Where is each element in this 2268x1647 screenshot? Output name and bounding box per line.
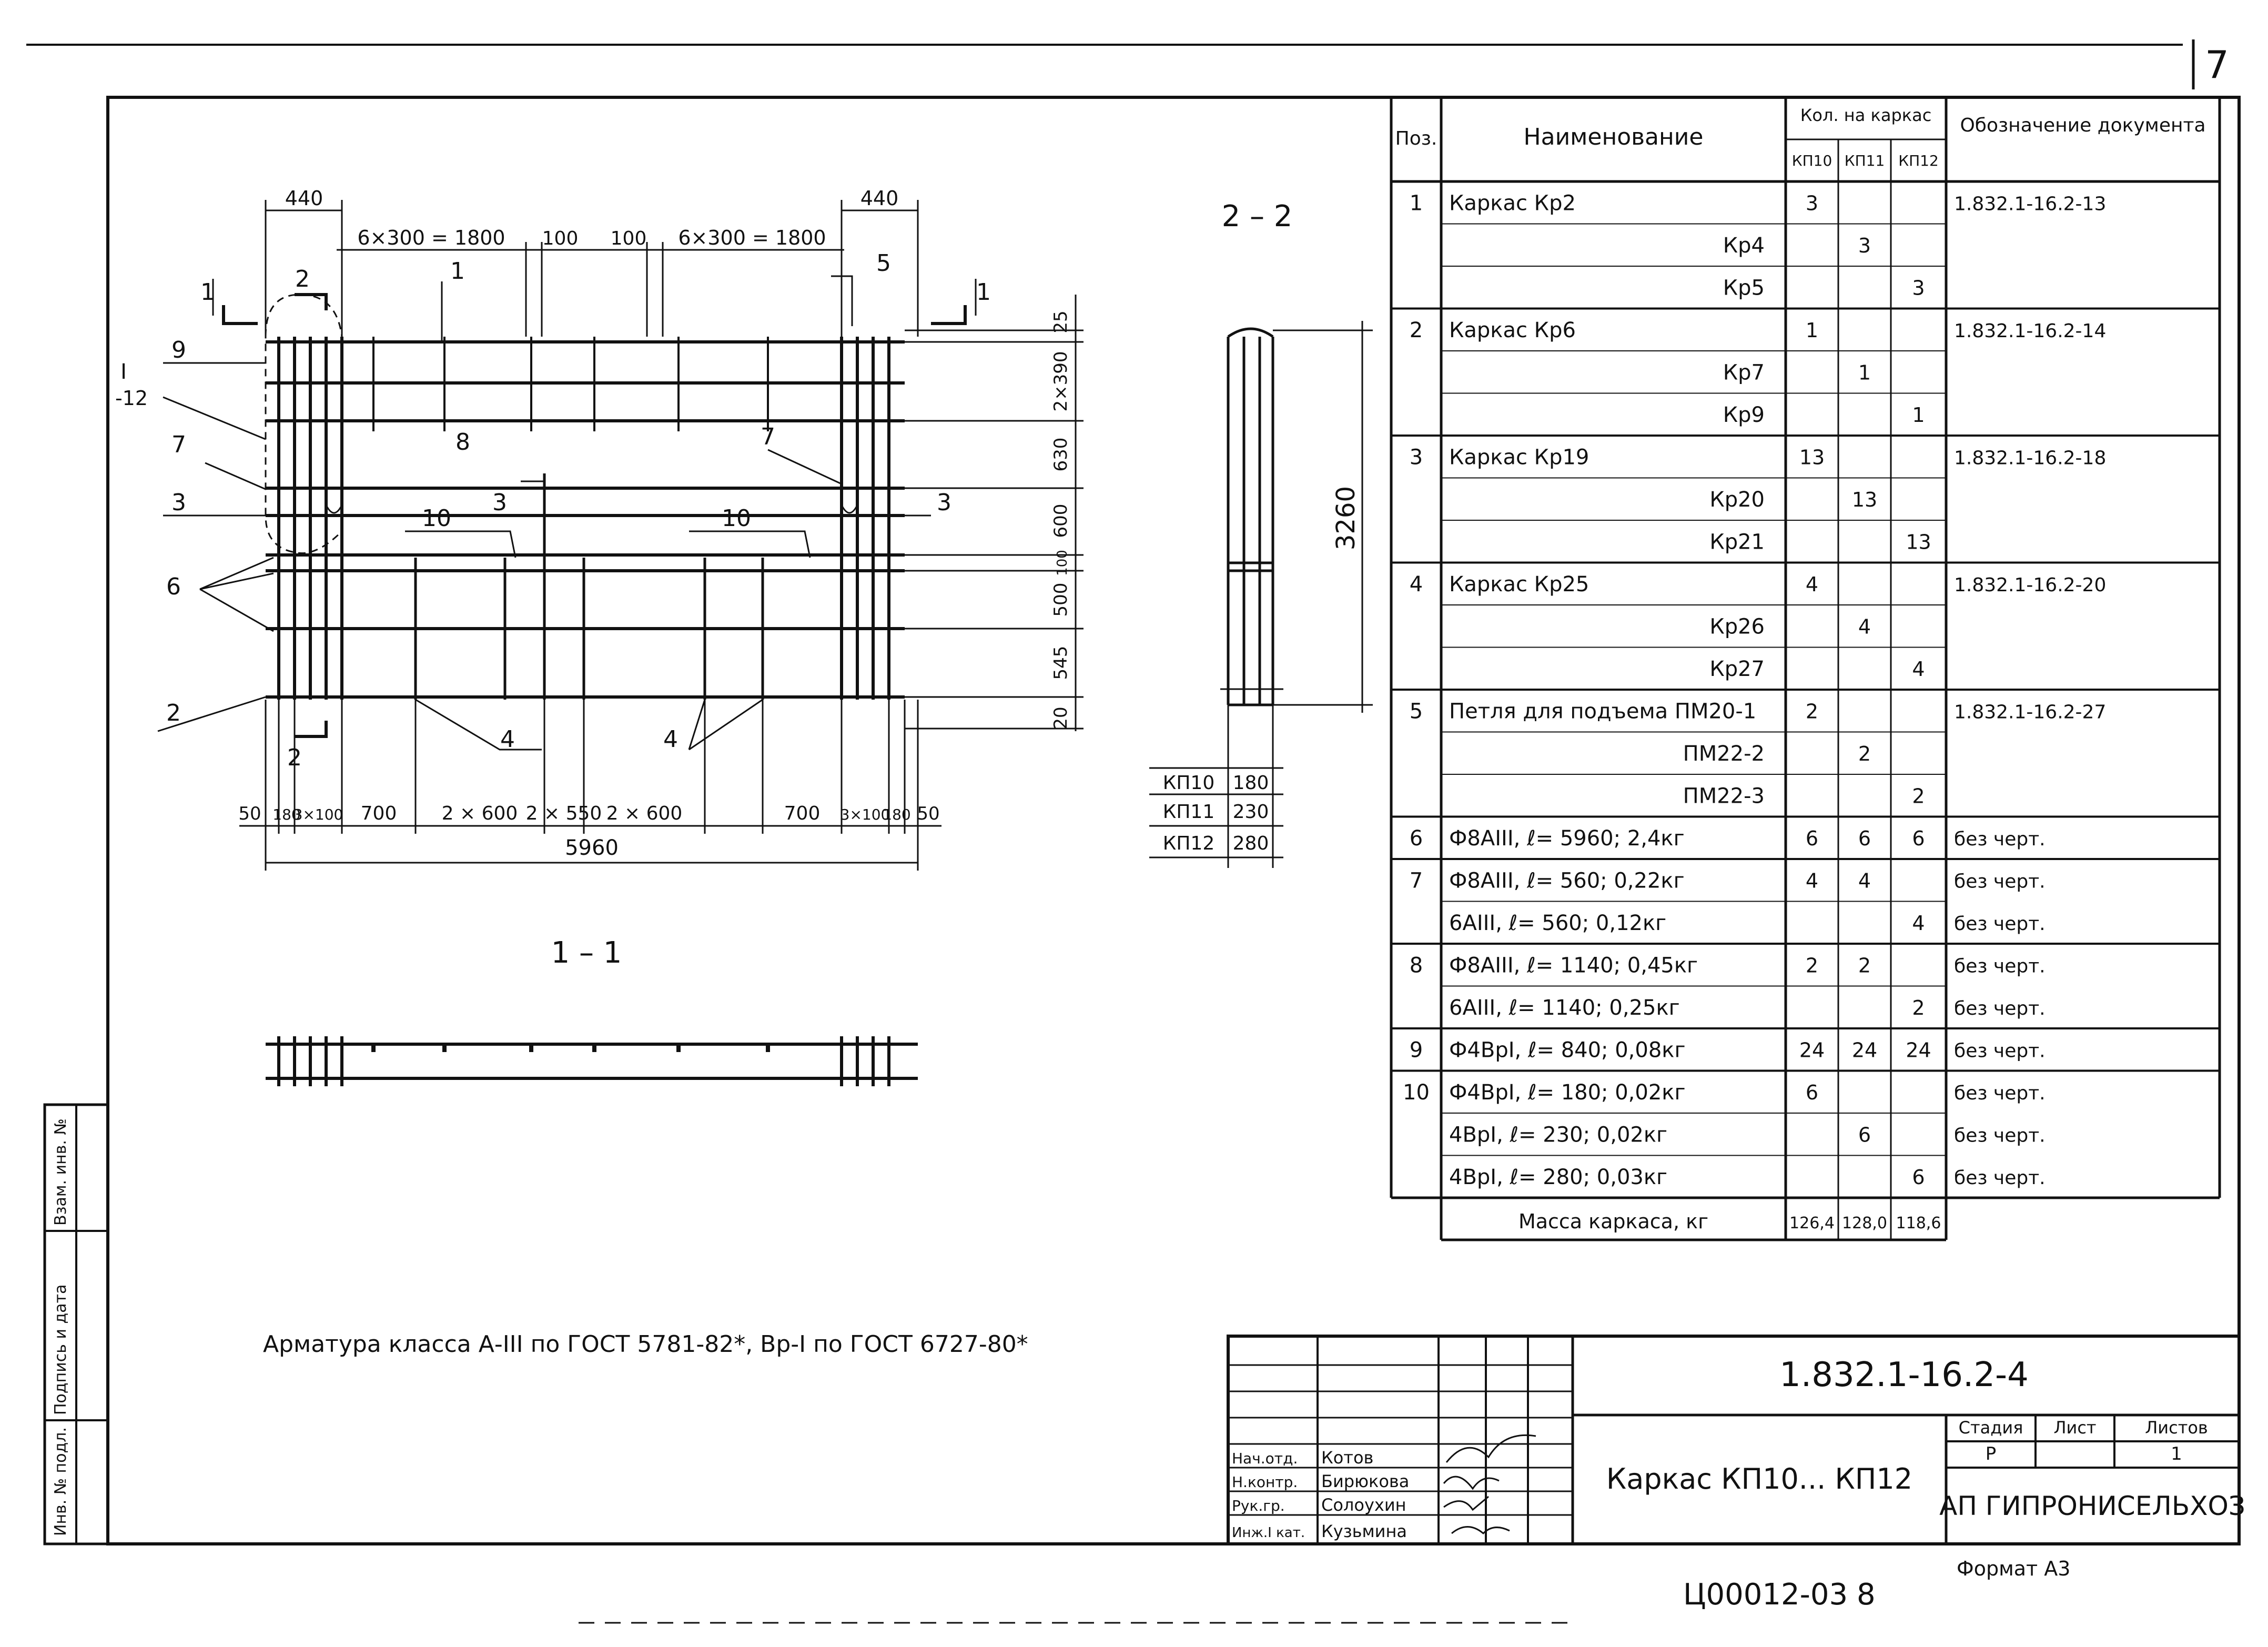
spec-head-qty-col: КП12 (1898, 152, 1939, 169)
dim-r-500: 500 (1050, 582, 1071, 617)
staff-name-3: Солоухин (1321, 1495, 1406, 1515)
spec-row-qty: 6 (1858, 827, 1871, 851)
spec-row-qty: 4 (1805, 869, 1819, 893)
spec-row-qty: 4 (1858, 869, 1871, 893)
spec-row-qty: 24 (1906, 1038, 1931, 1062)
mid-frames (416, 473, 763, 700)
callout-10-right: 10 (722, 505, 751, 532)
spec-row-name: Ф4ВрI, ℓ= 180; 0,02кг (1449, 1080, 1686, 1105)
callout-6: 6 (166, 573, 181, 600)
spec-row-qty: 1 (1858, 361, 1871, 385)
spec-row-name: Кр20 (1709, 488, 1765, 512)
spec-row-qty: 13 (1799, 446, 1825, 469)
spec-row-qty: 6 (1912, 827, 1925, 851)
spec-row-name: 6АIII, ℓ= 560; 0,12кг (1449, 911, 1667, 936)
cut-2-top-label: 2 (295, 266, 310, 292)
dim-b-180-left: 180 (272, 806, 301, 823)
staff-name-1: Котов (1321, 1448, 1374, 1468)
spec-row-doc: 1.832.1-16.2-13 (1954, 193, 2107, 215)
spec-row-pos: 10 (1403, 1080, 1430, 1105)
spec-row-pos: 1 (1409, 191, 1423, 216)
thickness-mark-kp12: КП12 (1162, 833, 1215, 854)
spec-row-name: Каркас Кр19 (1449, 445, 1589, 470)
spec-row-name: Кр21 (1709, 530, 1765, 554)
spec-row-name: 4ВрI, ℓ= 280; 0,03кг (1449, 1165, 1668, 1190)
spec-row-name: ПМ22-2 (1683, 742, 1765, 766)
spec-row-doc: 1.832.1-16.2-14 (1954, 320, 2107, 342)
spec-row-doc: без черт. (1954, 1125, 2046, 1147)
spec-row-name: Кр7 (1723, 360, 1765, 385)
thickness-val-kp10: 180 (1232, 772, 1269, 794)
spec-row-name: Кр26 (1709, 614, 1765, 639)
reinforcement-note: Арматура класса А-III по ГОСТ 5781-82*, Вр-I по ГОСТ 6727-80* (263, 1331, 1028, 1358)
right-end-verticals (842, 337, 889, 700)
spec-row-doc: 1.832.1-16.2-18 (1954, 447, 2107, 469)
dim-r-545: 545 (1050, 645, 1071, 680)
spec-row-doc: без черт. (1954, 871, 2046, 893)
dim-440-left: 440 (285, 187, 323, 210)
spec-row-name: ПМ22-3 (1683, 784, 1765, 809)
spec-row-pos: 3 (1409, 445, 1423, 470)
spec-row-name: Ф4ВрI, ℓ= 840; 0,08кг (1449, 1038, 1686, 1063)
spec-row-doc: 1.832.1-16.2-20 (1954, 574, 2107, 597)
spec-head-qty-col: КП10 (1791, 152, 1832, 169)
spec-row-qty: 1 (1805, 319, 1819, 342)
spec-row-qty: 24 (1851, 1038, 1878, 1062)
spec-row-name: 4ВрI, ℓ= 230; 0,02кг (1449, 1123, 1668, 1147)
stamp-sign-date: Подпись и дата (52, 1284, 70, 1415)
dim-b-50-left: 50 (238, 803, 261, 824)
spec-row-qty: 24 (1799, 1038, 1825, 1062)
spec-row-name: Петля для подъема ПМ20-1 (1449, 699, 1757, 724)
thickness-mark-kp10: КП10 (1162, 772, 1215, 794)
page-number: 7 (2205, 43, 2229, 87)
archive-code: Ц00012-03 (1683, 1578, 1848, 1612)
archive-page: 8 (1857, 1578, 1876, 1612)
spec-row-qty: 3 (1858, 234, 1871, 258)
spec-row-qty: 13 (1851, 488, 1878, 512)
spec-head-doc: Обозначение документа (1960, 115, 2206, 136)
spec-row-doc: без черт. (1954, 955, 2046, 977)
callout-7-left: 7 (171, 431, 186, 458)
spec-head-qty-col: КП11 (1844, 152, 1885, 169)
dim-r-20: 20 (1050, 706, 1071, 730)
callout-3-mid: 3 (492, 489, 507, 516)
staff-role-2: Н.контр. (1232, 1473, 1298, 1491)
cut-1-left-label: 1 (200, 279, 215, 306)
spec-row-qty: 2 (1805, 700, 1819, 723)
spec-row-qty: 13 (1906, 530, 1931, 554)
callout-8: 8 (455, 429, 470, 456)
spec-row-name: Ф8АIII, ℓ= 560; 0,22кг (1449, 868, 1685, 893)
spec-row-doc: без черт. (1954, 1167, 2046, 1189)
spec-total-label: Масса каркаса, кг (1518, 1210, 1709, 1233)
dim-b-700-right: 700 (784, 803, 821, 824)
staff-name-4: Кузьмина (1321, 1521, 1407, 1541)
section-2-2-title: 2 – 2 (1221, 199, 1293, 234)
callout-4-right: 4 (663, 726, 678, 753)
sheet-label: Лист (2053, 1418, 2097, 1438)
side-stamp (45, 1105, 108, 1544)
top-dimensions (266, 200, 918, 337)
spec-row-name: Кр9 (1723, 403, 1765, 428)
section-1-1-view (266, 1036, 918, 1086)
spec-head-qty: Кол. на каркас (1800, 105, 1932, 125)
spec-total-value: 128,0 (1842, 1214, 1887, 1232)
dim-440-right: 440 (860, 187, 899, 210)
thickness-mark-kp11: КП11 (1162, 801, 1215, 823)
dim-b-2x600-left: 2 × 600 (441, 803, 518, 824)
spec-row-qty: 4 (1805, 573, 1819, 597)
stamp-inv-orig: Инв. № подл. (52, 1427, 70, 1536)
left-end-verticals (279, 337, 342, 700)
doc-code: 1.832.1-16.2-4 (1779, 1356, 2029, 1395)
spec-row-qty: 4 (1912, 912, 1925, 935)
dim-r-100: 100 (1055, 550, 1070, 576)
dim-b-50-right: 50 (917, 803, 940, 824)
section-1-1-title: 1 – 1 (551, 936, 622, 970)
sheets-label: Листов (2145, 1418, 2208, 1438)
spec-row-name: Каркас Кр25 (1449, 572, 1589, 597)
spec-row-pos: 5 (1409, 699, 1423, 724)
callout-3-right: 3 (937, 489, 951, 516)
dim-r-25: 25 (1050, 310, 1071, 334)
dim-total-length: 5960 (565, 836, 619, 860)
stamp-inv-repl: Взам. инв. № (52, 1118, 70, 1226)
dim-b-2x600-right: 2 × 600 (606, 803, 683, 824)
spec-row-name: Ф8АIII, ℓ= 5960; 2,4кг (1449, 826, 1685, 851)
dim-height-3260: 3260 (1331, 486, 1361, 551)
spec-row-qty: 4 (1912, 658, 1925, 681)
spec-row-pos: 4 (1409, 572, 1423, 597)
spec-row-name: Каркас Кр2 (1449, 191, 1576, 216)
spec-row-qty: 2 (1912, 784, 1925, 808)
dim-r-630: 630 (1050, 437, 1071, 472)
staff-role-3: Рук.гр. (1232, 1497, 1285, 1514)
dim-r-2x390: 2×390 (1050, 351, 1071, 412)
spec-row-pos: 8 (1409, 953, 1423, 978)
callout-5: 5 (876, 250, 891, 277)
dim-b-2x550: 2 × 550 (525, 803, 602, 824)
spec-row-pos: 7 (1409, 868, 1423, 893)
dim-b-3x100-right: 3×100 (840, 806, 890, 823)
drawing-title: Каркас КП10... КП12 (1606, 1462, 1913, 1496)
dim-gap-right: 100 (610, 228, 647, 249)
spec-row-name: Ф8АIII, ℓ= 1140; 0,45кг (1449, 953, 1698, 978)
organization: АП ГИПРОНИСЕЛЬХОЗ (1939, 1491, 2245, 1521)
stage-value: Р (1985, 1443, 1997, 1464)
dim-b-700-left: 700 (360, 803, 397, 824)
dim-span-left: 6×300 = 1800 (357, 226, 505, 249)
callout-node-sheet: -12 (115, 387, 148, 410)
spec-row-qty: 4 (1858, 615, 1871, 639)
spec-row-qty: 1 (1912, 403, 1925, 427)
dim-b-3x100-left: 3×100 (293, 806, 343, 823)
spec-row-doc: без черт. (1954, 828, 2046, 851)
spec-total-value: 118,6 (1896, 1214, 1941, 1232)
callout-9: 9 (171, 337, 186, 363)
spec-row-qty: 3 (1805, 191, 1819, 215)
spec-row-pos: 9 (1409, 1038, 1423, 1063)
stage-label: Стадия (1958, 1418, 2023, 1438)
spec-head-pos: Поз. (1395, 128, 1437, 149)
dim-b-180-right: 180 (883, 806, 911, 823)
spec-row-pos: 6 (1409, 826, 1423, 851)
callout-node-ref: I (120, 360, 127, 384)
cut-1-right-label: 1 (976, 279, 991, 306)
spec-row-name: Кр27 (1709, 657, 1765, 682)
spec-row-doc: 1.832.1-16.2-27 (1954, 701, 2107, 723)
staff-role-4: Инж.I кат. (1232, 1525, 1305, 1541)
spec-row-doc: без черт. (1954, 1040, 2046, 1062)
callout-4-left: 4 (500, 726, 515, 753)
spec-row-qty: 6 (1805, 827, 1819, 851)
spec-row-name: Кр4 (1723, 234, 1765, 258)
spec-row-qty: 2 (1912, 996, 1925, 1020)
spec-row-qty: 2 (1858, 954, 1871, 977)
spec-row-qty: 2 (1858, 742, 1871, 766)
plan-view (266, 295, 905, 700)
spec-row-qty: 3 (1912, 276, 1925, 300)
sheets-value: 1 (2171, 1443, 2182, 1464)
callout-10-left: 10 (422, 505, 451, 532)
thickness-val-kp12: 280 (1232, 833, 1269, 854)
specification-table (1391, 97, 2220, 1240)
dim-gap-left: 100 (542, 228, 579, 249)
spec-row-qty: 2 (1805, 954, 1819, 977)
spec-row-qty: 6 (1912, 1166, 1925, 1189)
spec-row-qty: 6 (1805, 1081, 1819, 1105)
thickness-val-kp11: 230 (1232, 801, 1269, 823)
spec-row-doc: без черт. (1954, 913, 2046, 935)
spec-row-pos: 2 (1409, 318, 1423, 343)
callout-1-top: 1 (450, 258, 465, 285)
staff-name-2: Бирюкова (1321, 1471, 1410, 1491)
staff-role-1: Нач.отд. (1232, 1450, 1298, 1467)
spec-row-doc: без черт. (1954, 998, 2046, 1020)
paper-format: Формат А3 (1957, 1557, 2071, 1580)
cut-2-bottom-label: 2 (287, 744, 302, 771)
callout-2: 2 (166, 700, 181, 726)
dim-r-600: 600 (1050, 503, 1071, 538)
spec-row-doc: без черт. (1954, 1083, 2046, 1105)
spec-row-name: 6АIII, ℓ= 1140; 0,25кг (1449, 996, 1680, 1020)
spec-row-name: Каркас Кр6 (1449, 318, 1576, 343)
spec-row-qty: 6 (1858, 1123, 1871, 1147)
callout-7-right: 7 (761, 423, 775, 450)
callout-3-left: 3 (171, 489, 186, 516)
dim-span-right: 6×300 = 1800 (678, 226, 826, 249)
spec-total-value: 126,4 (1789, 1214, 1835, 1232)
spec-head-name: Наименование (1523, 124, 1704, 150)
spec-row-name: Кр5 (1723, 276, 1765, 300)
